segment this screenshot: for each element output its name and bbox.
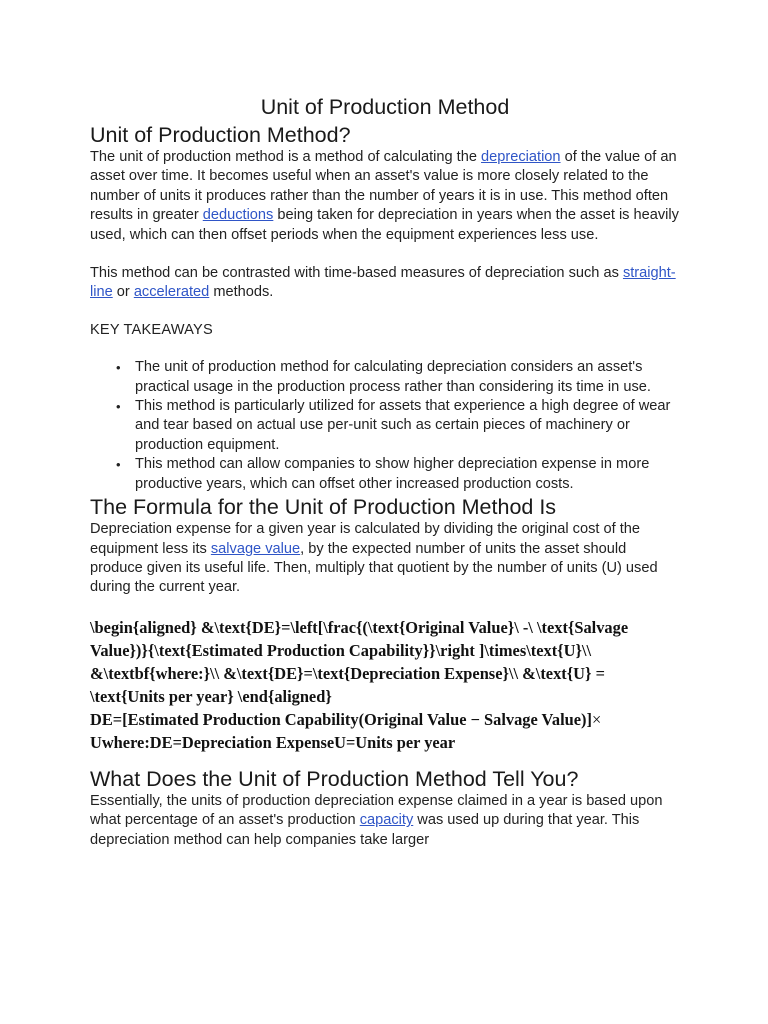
formula-render-definitions: DE=Depreciation ExpenseU=Units per year xyxy=(149,732,456,752)
intro-paragraph-1 xyxy=(90,148,680,245)
formula-rendered xyxy=(90,708,680,754)
intro-p1-text-3: being taken for depreciation in years when the asset is heavily used, which can then offset periods when the equipment experiences less use. xyxy=(90,207,679,243)
key-takeaways-label: KEY TAKEAWAYS xyxy=(90,321,213,338)
capacity-link[interactable]: capacity xyxy=(359,812,414,829)
bullet-icon: • xyxy=(116,457,121,473)
document-title: Unit of Production Method xyxy=(260,95,510,119)
bullet-icon: • xyxy=(116,360,121,376)
tell-p-text-1: Essentially, the units of production depreciation expense claimed in a year is based upon what percentage of an asset's production xyxy=(90,792,663,829)
intro-p2-text-3: methods. xyxy=(209,284,274,301)
paragraph-gap xyxy=(90,245,680,264)
bullet-icon: • xyxy=(116,399,121,415)
section-gap xyxy=(90,754,680,766)
intro-heading: Unit of Production Method? xyxy=(90,123,351,147)
formula-heading: The Formula for the Unit of Production Method Is xyxy=(90,495,557,520)
formula-p-text-1: Depreciation expense for a given year is calculated by dividing the original cost of the equipment less its xyxy=(90,521,641,557)
formula-render-line-1: DE=[Estimated Production Capability(Original Value − Salvage Value)] xyxy=(90,709,592,729)
straight-line-link[interactable]: straight-line xyxy=(90,265,676,301)
intro-p2-text-1: This method can be contrasted with time-based measures of depreciation such as xyxy=(90,265,623,282)
formula-render-where: where: xyxy=(101,732,150,752)
intro-paragraph-2 xyxy=(90,264,680,303)
intro-p1-text-1: The unit of production method is a method of calculating the xyxy=(90,149,482,165)
tell-you-heading: What Does the Unit of Production Method Tell You? xyxy=(90,766,579,791)
tell-you-paragraph xyxy=(90,792,680,850)
depreciation-link[interactable]: depreciation xyxy=(481,149,561,165)
takeaway-text: The unit of production method for calculating depreciation considers an asset's practical usage in the production process rather than considering its time in use. xyxy=(135,359,651,395)
formula-p-text-2: , by the expected number of units the asset should produce given its useful life. Then, multiply that quotient by the number of units (U) used during the current year. xyxy=(90,540,658,596)
accelerated-link[interactable]: accelerated xyxy=(133,284,210,301)
formula-block xyxy=(90,616,680,754)
tell-p-text-2: was used up during that year. This depreciation method can help companies take larger xyxy=(90,812,640,848)
intro-p2-text-2: or xyxy=(112,284,134,301)
document-body xyxy=(90,94,680,850)
list-item xyxy=(116,358,680,397)
formula-render-u: U xyxy=(90,732,102,752)
key-takeaways-list xyxy=(90,358,680,494)
deductions-link[interactable]: deductions xyxy=(202,207,274,224)
intro-p1-text-2: of the value of an asset over time. It becomes useful when an asset's value is more closely related to the number of units it produces rather than the number of years it is in use. This method often results in greater xyxy=(90,149,677,224)
takeaway-text: This method is particularly utilized for assets that experience a high degree of wear and tear based on actual use per-unit such as certain pieces of machinery or production equipment. xyxy=(135,398,671,453)
salvage-value-link[interactable]: salvage value xyxy=(210,540,301,557)
takeaway-text: This method can allow companies to show higher depreciation expense in more productive years, which can offset other increased production costs. xyxy=(135,456,650,492)
formula-paragraph xyxy=(90,520,680,598)
list-item xyxy=(116,455,680,494)
formula-latex-source: \begin{aligned} &\text{DE}=\left[\frac{(\text{Original Value}\ -\ \text{Salvage Value})}{\text{Estimated Production Capability}}\right ]\times\text{U}\\ &\textbf{where:}\\ &\text{DE}=\text{Depreciation Expense}\\ &\text{U} = \text{Units per year} \end{aligned} xyxy=(90,617,629,706)
list-item xyxy=(116,397,680,455)
times-symbol: × xyxy=(591,709,602,729)
